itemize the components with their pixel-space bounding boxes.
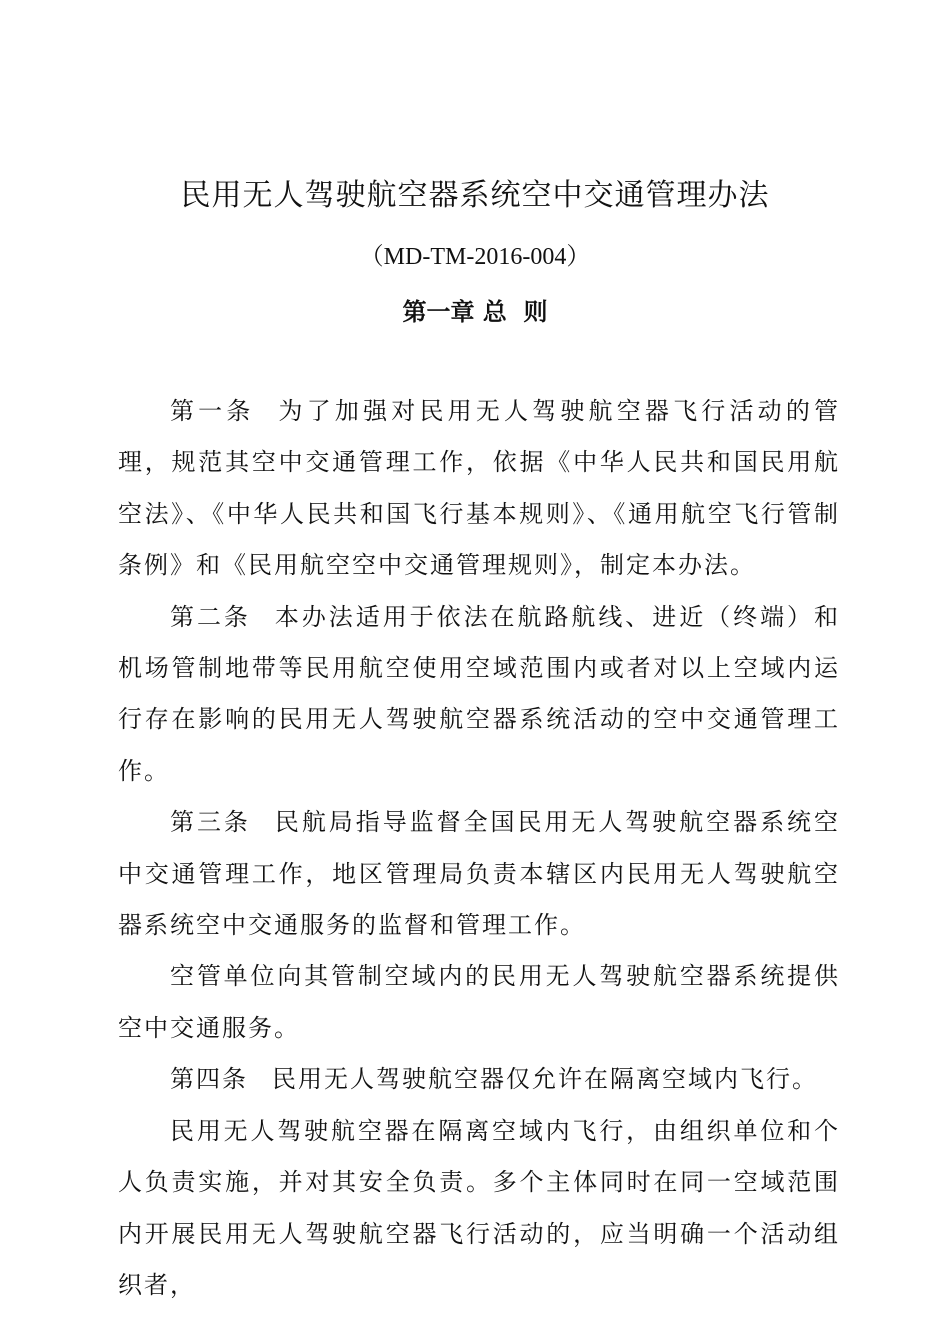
article-paragraph [118, 592, 840, 798]
document-body [118, 386, 840, 1311]
article-text: 民用无人驾驶航空器仅允许在隔离空域内飞行。 [272, 1065, 818, 1094]
chapter-heading: 第一章 总 则 [402, 298, 548, 326]
article-paragraph [118, 951, 840, 1054]
article-paragraph [118, 1054, 840, 1105]
article-text: 空管单位向其管制空域内的民用无人驾驶航空器系统提供空中交通服务。 [118, 962, 840, 1042]
article-label: 第一条 [170, 397, 255, 425]
article-text: 为了加强对民用无人驾驶航空器飞行活动的管理，规范其空中交通管理工作，依据《中华人民共和国民用航空法》、《中华人民共和国飞行基本规则》、《通用航空飞行管制条例》和《民用航空空中交通管理规则》，制定本办法。 [118, 397, 840, 580]
article-text: 民用无人驾驶航空器在隔离空域内飞行，由组织单位和个人负责实施，并对其安全负责。多个主体同时在同一空域范围内开展民用无人驾驶航空器飞行活动的，应当明确一个活动组织者， [118, 1116, 840, 1299]
article-paragraph [118, 386, 840, 592]
article-text: 民航局指导监督全国民用无人驾驶航空器系统空中交通管理工作，地区管理局负责本辖区内民用无人驾驶航空器系统空中交通服务的监督和管理工作。 [118, 808, 841, 940]
document-code: （MD-TM-2016-004） [359, 244, 591, 270]
article-label: 第三条 [170, 808, 251, 837]
article-paragraph [118, 797, 840, 951]
document-title: 民用无人驾驶航空器系统空中交通管理办法 [180, 178, 770, 213]
article-paragraph [118, 1106, 840, 1312]
article-label: 第二条 [170, 602, 251, 631]
article-label: 第四条 [170, 1065, 248, 1094]
article-text: 本办法适用于依法在航路航线、进近（终端）和机场管制地带等民用航空使用空域范围内或者对以上空域内运行存在影响的民用无人驾驶航空器系统活动的空中交通管理工作。 [118, 602, 841, 785]
